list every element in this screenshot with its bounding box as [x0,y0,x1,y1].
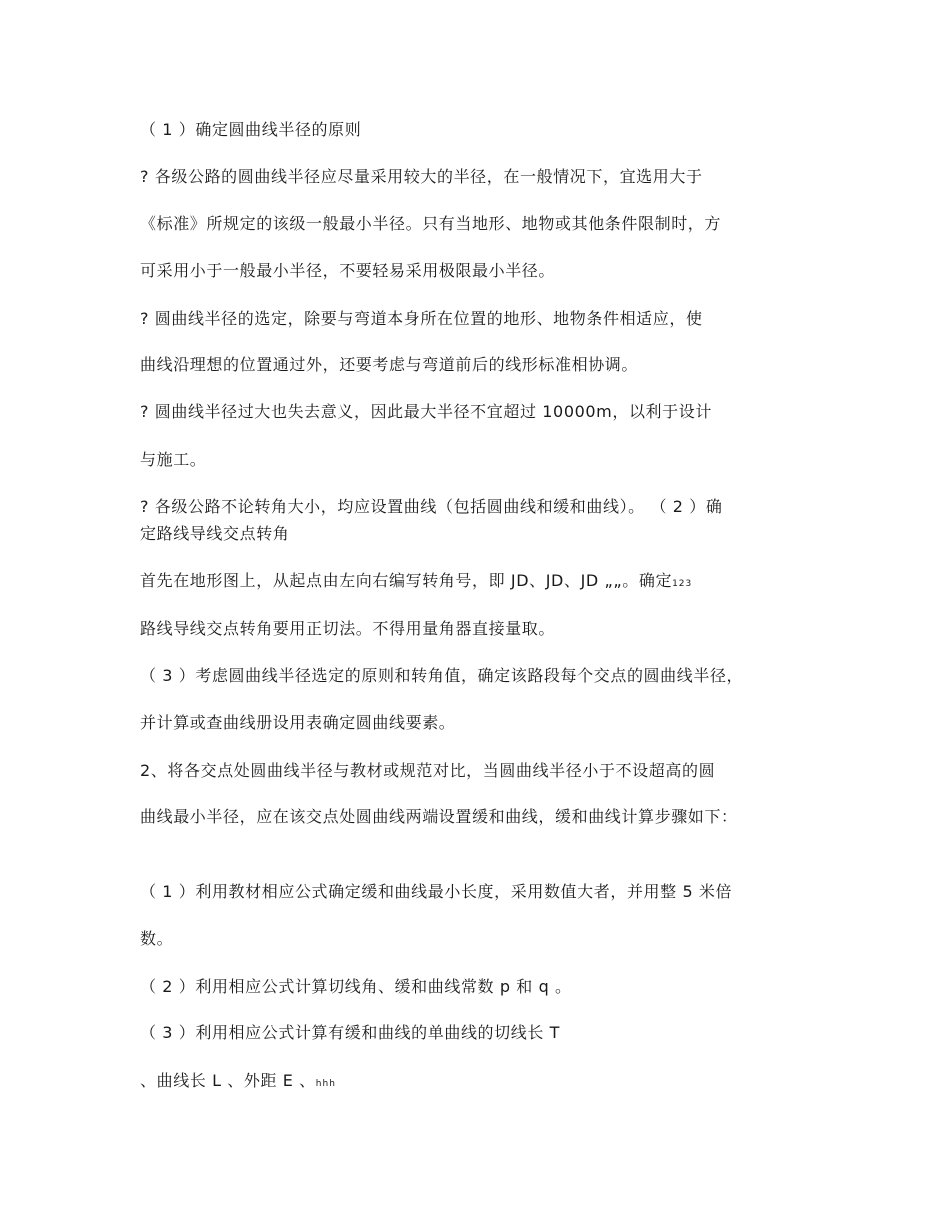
text-line: 曲线最小半径，应在该交点处圆曲线两端设置缓和曲线，缓和曲线计算步骤如下： [140,807,738,826]
text-line: （ 2 ）利用相应公式计算切线角、缓和曲线常数 p 和 q 。 [140,977,572,996]
text-line: 定路线导线交点转角 [140,524,290,543]
heading-radius-principle: （ 1 ）确定圆曲线半径的原则 [140,120,362,139]
text-line: 曲线沿理想的位置通过外，还要考虑与弯道前后的线形标准相协调。 [140,355,639,374]
text-line: 数。 [140,929,174,948]
text-line: ? 圆曲线半径的选定，除要与弯道本身所在位置的地形、地物条件相适应，使 [140,309,703,328]
text-line: （ 3 ）利用相应公式计算有缓和曲线的单曲线的切线长 T [140,1023,561,1042]
text-line: 《标准》所规定的该级一般最小半径。只有当地形、地物或其他条件限制时，方 [140,214,722,233]
jd-subscripts: 123 [672,579,693,589]
text-line: （ 1 ）利用教材相应公式确定缓和曲线最小长度，采用数值大者，并用整 5 米倍 [140,882,733,901]
text-line: 2、将各交点处圆曲线半径与教材或规范对比，当圆曲线半径小于不设超高的圆 [140,761,716,780]
jd-text: 首先在地形图上，从起点由左向右编写转角号，即 JD、JD、JD „„。确定 [140,571,673,590]
last-line-subscripts: hhh [315,1079,336,1089]
text-line: 可采用小于一般最小半径，不要轻易采用极限最小半径。 [140,261,556,280]
text-line: 与施工。 [140,450,207,469]
text-line-last [140,1070,336,1095]
text-line: （ 3 ）考虑圆曲线半径选定的原则和转角值，确定该路段每个交点的圆曲线半径， [140,666,744,685]
text-line: 路线导线交点转角要用正切法。不得用量角器直接量取。 [140,619,556,638]
last-line-text: 、曲线长 L 、外距 E 、 [140,1071,316,1090]
text-line: ? 各级公路不论转角大小，均应设置曲线（包括圆曲线和缓和曲线）。 （ 2 ）确 [140,497,723,516]
text-line: 并计算或查曲线册设用表确定圆曲线要素。 [140,713,456,732]
text-line: ? 圆曲线半径过大也失去意义，因此最大半径不宜超过 10000m，以利于设计 [140,402,712,421]
text-line: ? 各级公路的圆曲线半径应尽量采用较大的半径，在一般情况下，宜选用大于 [140,167,703,186]
text-line-jd [140,570,692,595]
